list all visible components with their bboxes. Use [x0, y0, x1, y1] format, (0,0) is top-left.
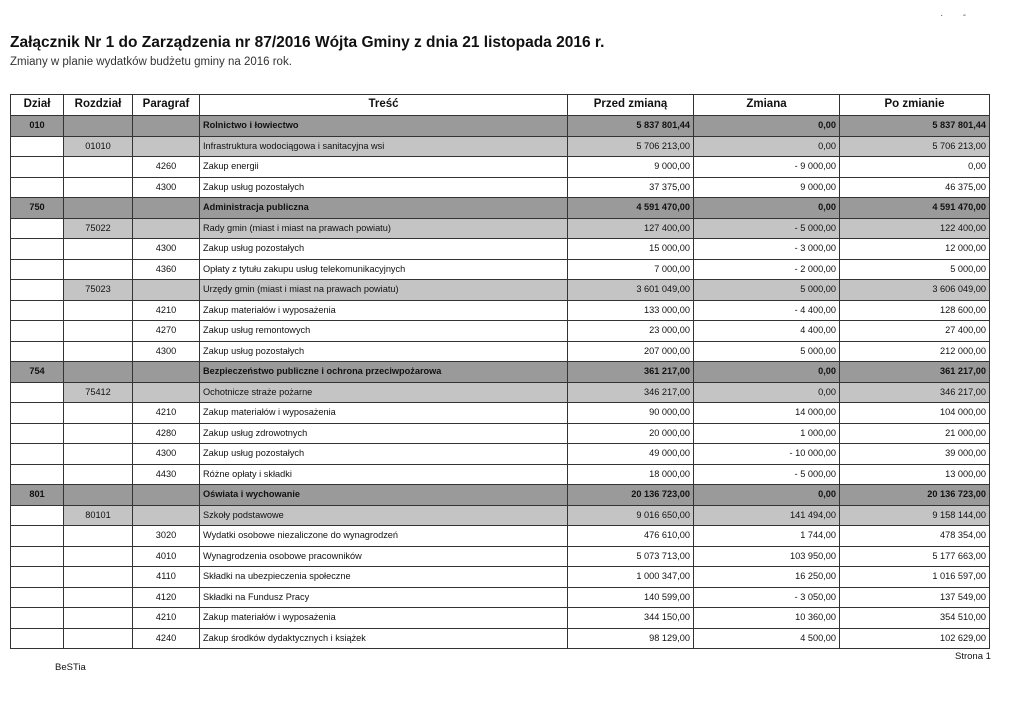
cell-przed-zmiana: 90 000,00	[568, 403, 694, 424]
cell-po-zmianie: 27 400,00	[840, 321, 990, 342]
cell-tresc: Infrastruktura wodociągowa i sanitacyjna wsi	[200, 136, 568, 157]
cell-rozdzial	[64, 628, 133, 649]
cell-po-zmianie: 5 706 213,00	[840, 136, 990, 157]
cell-rozdzial: 75412	[64, 382, 133, 403]
cell-po-zmianie: 102 629,00	[840, 628, 990, 649]
cell-paragraf	[133, 218, 200, 239]
cell-przed-zmiana: 15 000,00	[568, 239, 694, 260]
cell-po-zmianie: 1 016 597,00	[840, 567, 990, 588]
cell-rozdzial	[64, 403, 133, 424]
cell-rozdzial	[64, 608, 133, 629]
table-row	[11, 423, 990, 444]
cell-po-zmianie: 46 375,00	[840, 177, 990, 198]
cell-rozdzial	[64, 464, 133, 485]
cell-przed-zmiana: 3 601 049,00	[568, 280, 694, 301]
table-row	[11, 239, 990, 260]
table-row	[11, 218, 990, 239]
cell-tresc: Zakup energii	[200, 157, 568, 178]
cell-tresc: Wynagrodzenia osobowe pracowników	[200, 546, 568, 567]
table-row	[11, 136, 990, 157]
cell-dzial	[11, 177, 64, 198]
table-row	[11, 567, 990, 588]
cell-zmiana: 103 950,00	[694, 546, 840, 567]
cell-zmiana: 1 744,00	[694, 526, 840, 547]
document-subtitle: Zmiany w planie wydatków budżetu gminy na 2016 rok.	[10, 56, 292, 68]
cell-po-zmianie: 346 217,00	[840, 382, 990, 403]
cell-przed-zmiana: 133 000,00	[568, 300, 694, 321]
cell-tresc: Zakup usług zdrowotnych	[200, 423, 568, 444]
cell-po-zmianie: 478 354,00	[840, 526, 990, 547]
cell-dzial	[11, 321, 64, 342]
cell-po-zmianie: 137 549,00	[840, 587, 990, 608]
cell-zmiana: 0,00	[694, 116, 840, 137]
cell-rozdzial	[64, 567, 133, 588]
table-header-row	[11, 95, 990, 116]
cell-zmiana: - 5 000,00	[694, 218, 840, 239]
cell-rozdzial	[64, 485, 133, 506]
cell-dzial	[11, 136, 64, 157]
cell-tresc: Bezpieczeństwo publiczne i ochrona przeciwpożarowa	[200, 362, 568, 383]
cell-zmiana: 4 400,00	[694, 321, 840, 342]
table-row	[11, 608, 990, 629]
cell-przed-zmiana: 7 000,00	[568, 259, 694, 280]
cell-tresc: Różne opłaty i składki	[200, 464, 568, 485]
table-row	[11, 485, 990, 506]
cell-przed-zmiana: 140 599,00	[568, 587, 694, 608]
cell-tresc: Ochotnicze straże pożarne	[200, 382, 568, 403]
cell-paragraf	[133, 136, 200, 157]
cell-paragraf: 4210	[133, 300, 200, 321]
cell-zmiana: - 3 000,00	[694, 239, 840, 260]
cell-przed-zmiana: 49 000,00	[568, 444, 694, 465]
cell-paragraf: 3020	[133, 526, 200, 547]
cell-paragraf: 4300	[133, 177, 200, 198]
cell-dzial	[11, 464, 64, 485]
table-row	[11, 587, 990, 608]
cell-tresc: Zakup usług pozostałych	[200, 239, 568, 260]
cell-paragraf: 4210	[133, 403, 200, 424]
cell-przed-zmiana: 18 000,00	[568, 464, 694, 485]
cell-dzial	[11, 300, 64, 321]
footer-page-number: Strona 1	[955, 651, 991, 662]
cell-rozdzial	[64, 157, 133, 178]
cell-tresc: Zakup usług remontowych	[200, 321, 568, 342]
table-row	[11, 341, 990, 362]
cell-zmiana: - 5 000,00	[694, 464, 840, 485]
table-body	[11, 116, 990, 649]
cell-zmiana: 10 360,00	[694, 608, 840, 629]
cell-rozdzial	[64, 423, 133, 444]
cell-tresc: Rady gmin (miast i miast na prawach powiatu)	[200, 218, 568, 239]
cell-dzial	[11, 218, 64, 239]
cell-dzial	[11, 157, 64, 178]
table-row	[11, 198, 990, 219]
cell-tresc: Urzędy gmin (miast i miast na prawach powiatu)	[200, 280, 568, 301]
col-header-paragraf: Paragraf	[133, 95, 200, 116]
cell-rozdzial: 75023	[64, 280, 133, 301]
cell-przed-zmiana: 98 129,00	[568, 628, 694, 649]
cell-dzial	[11, 526, 64, 547]
cell-tresc: Rolnictwo i łowiectwo	[200, 116, 568, 137]
cell-po-zmianie: 0,00	[840, 157, 990, 178]
cell-przed-zmiana: 127 400,00	[568, 218, 694, 239]
cell-tresc: Zakup materiałów i wyposażenia	[200, 608, 568, 629]
cell-tresc: Składki na ubezpieczenia społeczne	[200, 567, 568, 588]
table-row	[11, 300, 990, 321]
table-row	[11, 382, 990, 403]
cell-paragraf: 4270	[133, 321, 200, 342]
cell-przed-zmiana: 9 000,00	[568, 157, 694, 178]
col-header-tresc: Treść	[200, 95, 568, 116]
cell-przed-zmiana: 23 000,00	[568, 321, 694, 342]
cell-dzial	[11, 587, 64, 608]
cell-po-zmianie: 20 136 723,00	[840, 485, 990, 506]
cell-przed-zmiana: 344 150,00	[568, 608, 694, 629]
cell-rozdzial	[64, 526, 133, 547]
cell-zmiana: 5 000,00	[694, 341, 840, 362]
cell-paragraf: 4300	[133, 239, 200, 260]
document-title: Załącznik Nr 1 do Zarządzenia nr 87/2016 Wójta Gminy z dnia 21 listopada 2016 r.	[10, 34, 605, 51]
cell-przed-zmiana: 20 000,00	[568, 423, 694, 444]
cell-paragraf	[133, 362, 200, 383]
cell-tresc: Wydatki osobowe niezaliczone do wynagrodzeń	[200, 526, 568, 547]
table-row	[11, 526, 990, 547]
table-row	[11, 280, 990, 301]
cell-przed-zmiana: 476 610,00	[568, 526, 694, 547]
cell-paragraf	[133, 505, 200, 526]
cell-paragraf	[133, 280, 200, 301]
cell-przed-zmiana: 207 000,00	[568, 341, 694, 362]
table-row	[11, 464, 990, 485]
cell-paragraf: 4110	[133, 567, 200, 588]
cell-zmiana: 0,00	[694, 362, 840, 383]
cell-po-zmianie: 21 000,00	[840, 423, 990, 444]
cell-dzial	[11, 567, 64, 588]
table-row	[11, 157, 990, 178]
cell-rozdzial: 01010	[64, 136, 133, 157]
footer-software-name: BeSTia	[55, 662, 86, 673]
cell-rozdzial	[64, 259, 133, 280]
cell-rozdzial	[64, 546, 133, 567]
cell-rozdzial	[64, 341, 133, 362]
cell-po-zmianie: 9 158 144,00	[840, 505, 990, 526]
cell-po-zmianie: 104 000,00	[840, 403, 990, 424]
table-row	[11, 116, 990, 137]
table-row	[11, 362, 990, 383]
cell-rozdzial	[64, 177, 133, 198]
cell-dzial: 754	[11, 362, 64, 383]
table-row	[11, 505, 990, 526]
cell-paragraf	[133, 198, 200, 219]
cell-po-zmianie: 361 217,00	[840, 362, 990, 383]
cell-zmiana: 0,00	[694, 198, 840, 219]
cell-przed-zmiana: 361 217,00	[568, 362, 694, 383]
cell-paragraf: 4210	[133, 608, 200, 629]
table-row	[11, 444, 990, 465]
cell-przed-zmiana: 5 706 213,00	[568, 136, 694, 157]
cell-zmiana: - 4 400,00	[694, 300, 840, 321]
cell-tresc: Oświata i wychowanie	[200, 485, 568, 506]
cell-paragraf: 4120	[133, 587, 200, 608]
cell-przed-zmiana: 1 000 347,00	[568, 567, 694, 588]
cell-dzial	[11, 546, 64, 567]
cell-przed-zmiana: 4 591 470,00	[568, 198, 694, 219]
cell-paragraf: 4260	[133, 157, 200, 178]
cell-przed-zmiana: 5 073 713,00	[568, 546, 694, 567]
cell-dzial: 801	[11, 485, 64, 506]
cell-przed-zmiana: 20 136 723,00	[568, 485, 694, 506]
cell-rozdzial: 75022	[64, 218, 133, 239]
cell-paragraf: 4430	[133, 464, 200, 485]
table-row	[11, 177, 990, 198]
cell-zmiana: - 2 000,00	[694, 259, 840, 280]
cell-dzial	[11, 505, 64, 526]
cell-po-zmianie: 122 400,00	[840, 218, 990, 239]
cell-po-zmianie: 3 606 049,00	[840, 280, 990, 301]
col-header-rozdzial: Rozdział	[64, 95, 133, 116]
cell-dzial	[11, 608, 64, 629]
cell-rozdzial: 80101	[64, 505, 133, 526]
cell-tresc: Zakup środków dydaktycznych i książek	[200, 628, 568, 649]
cell-po-zmianie: 5 837 801,44	[840, 116, 990, 137]
cell-po-zmianie: 13 000,00	[840, 464, 990, 485]
table-row	[11, 628, 990, 649]
cell-dzial: 010	[11, 116, 64, 137]
cell-rozdzial	[64, 239, 133, 260]
cell-dzial	[11, 444, 64, 465]
cell-dzial	[11, 280, 64, 301]
cell-zmiana: 9 000,00	[694, 177, 840, 198]
cell-po-zmianie: 4 591 470,00	[840, 198, 990, 219]
col-header-po-zmianie: Po zmianie	[840, 95, 990, 116]
col-header-dzial: Dział	[11, 95, 64, 116]
cell-paragraf	[133, 382, 200, 403]
cell-paragraf: 4300	[133, 341, 200, 362]
cell-tresc: Zakup usług pozostałych	[200, 444, 568, 465]
cell-dzial	[11, 382, 64, 403]
table-row	[11, 259, 990, 280]
cell-tresc: Zakup materiałów i wyposażenia	[200, 300, 568, 321]
cell-dzial	[11, 628, 64, 649]
col-header-przed-zmiana: Przed zmianą	[568, 95, 694, 116]
cell-tresc: Zakup usług pozostałych	[200, 341, 568, 362]
cell-zmiana: 0,00	[694, 136, 840, 157]
cell-zmiana: 14 000,00	[694, 403, 840, 424]
cell-po-zmianie: 128 600,00	[840, 300, 990, 321]
cell-tresc: Administracja publiczna	[200, 198, 568, 219]
cell-tresc: Zakup materiałów i wyposażenia	[200, 403, 568, 424]
cell-tresc: Zakup usług pozostałych	[200, 177, 568, 198]
cell-zmiana: 0,00	[694, 382, 840, 403]
cell-po-zmianie: 212 000,00	[840, 341, 990, 362]
cell-tresc: Składki na Fundusz Pracy	[200, 587, 568, 608]
cell-zmiana: 16 250,00	[694, 567, 840, 588]
cell-zmiana: 5 000,00	[694, 280, 840, 301]
cell-zmiana: 141 494,00	[694, 505, 840, 526]
cell-paragraf: 4010	[133, 546, 200, 567]
cell-rozdzial	[64, 362, 133, 383]
cell-dzial: 750	[11, 198, 64, 219]
table-row	[11, 403, 990, 424]
cell-zmiana: 4 500,00	[694, 628, 840, 649]
cell-po-zmianie: 39 000,00	[840, 444, 990, 465]
cell-rozdzial	[64, 198, 133, 219]
cell-dzial	[11, 341, 64, 362]
cell-tresc: Szkoły podstawowe	[200, 505, 568, 526]
scan-marks: · -	[940, 10, 967, 21]
cell-zmiana: - 9 000,00	[694, 157, 840, 178]
cell-zmiana: 0,00	[694, 485, 840, 506]
table-row	[11, 546, 990, 567]
cell-dzial	[11, 239, 64, 260]
cell-przed-zmiana: 5 837 801,44	[568, 116, 694, 137]
cell-dzial	[11, 423, 64, 444]
cell-przed-zmiana: 346 217,00	[568, 382, 694, 403]
cell-dzial	[11, 403, 64, 424]
cell-przed-zmiana: 9 016 650,00	[568, 505, 694, 526]
cell-dzial	[11, 259, 64, 280]
cell-rozdzial	[64, 444, 133, 465]
cell-zmiana: - 3 050,00	[694, 587, 840, 608]
cell-zmiana: - 10 000,00	[694, 444, 840, 465]
budget-table	[10, 94, 990, 649]
cell-paragraf	[133, 485, 200, 506]
cell-po-zmianie: 5 177 663,00	[840, 546, 990, 567]
cell-paragraf: 4360	[133, 259, 200, 280]
cell-paragraf: 4280	[133, 423, 200, 444]
cell-paragraf	[133, 116, 200, 137]
col-header-zmiana: Zmiana	[694, 95, 840, 116]
table-row	[11, 321, 990, 342]
cell-paragraf: 4300	[133, 444, 200, 465]
cell-zmiana: 1 000,00	[694, 423, 840, 444]
cell-paragraf: 4240	[133, 628, 200, 649]
cell-tresc: Opłaty z tytułu zakupu usług telekomunikacyjnych	[200, 259, 568, 280]
cell-rozdzial	[64, 300, 133, 321]
cell-po-zmianie: 5 000,00	[840, 259, 990, 280]
cell-po-zmianie: 354 510,00	[840, 608, 990, 629]
cell-rozdzial	[64, 321, 133, 342]
cell-rozdzial	[64, 116, 133, 137]
cell-po-zmianie: 12 000,00	[840, 239, 990, 260]
cell-rozdzial	[64, 587, 133, 608]
cell-przed-zmiana: 37 375,00	[568, 177, 694, 198]
